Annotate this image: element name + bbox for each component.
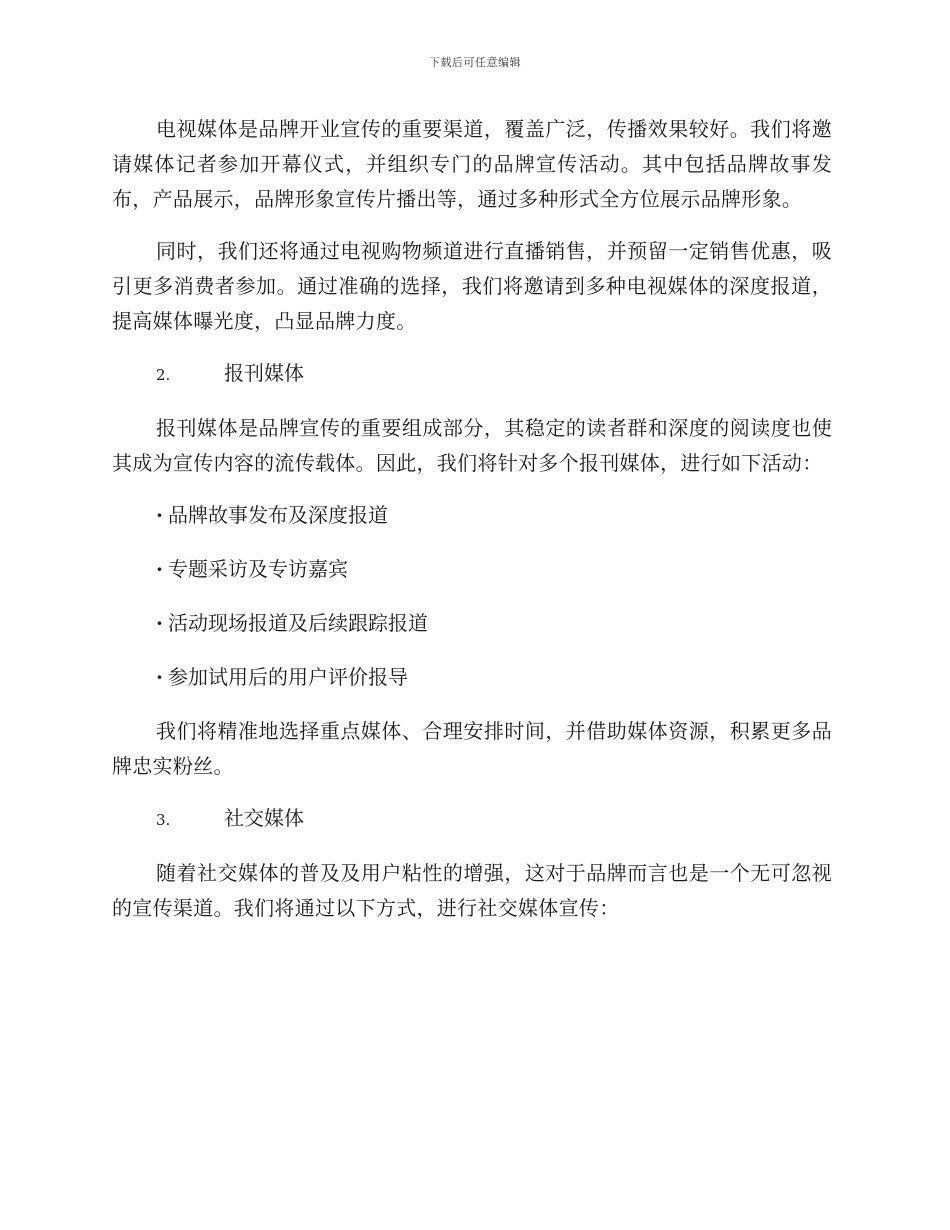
paragraph-print-media: 报刊媒体是品牌宣传的重要组成部分，其稳定的读者群和深度的阅读度也使其成为宣传内容的流传载体。因此，我们将针对多个报刊媒体，进行如下活动：: [112, 416, 832, 475]
bullet-icon: ·: [156, 503, 163, 527]
bullet-icon: ·: [156, 611, 163, 635]
list-item: [112, 498, 832, 533]
list-item-text: 活动现场报道及后续跟踪报道: [168, 611, 428, 635]
page-header: 下载后可任意编辑: [429, 56, 521, 69]
list-item-text: 品牌故事发布及深度报道: [168, 503, 388, 527]
section-heading-print-media: [112, 356, 832, 393]
document-body: [112, 112, 832, 943]
section-title: 报刊媒体: [224, 361, 304, 385]
list-item: [112, 552, 832, 587]
paragraph-social-media: 随着社交媒体的普及及用户粘性的增强，这对于品牌而言也是一个无可忽视的宣传渠道。我们将通过以下方式，进行社交媒体宣传：: [112, 861, 832, 920]
section-heading-social-media: [112, 801, 832, 838]
paragraph-print-summary: 我们将精准地选择重点媒体、合理安排时间，并借助媒体资源，积累更多品牌忠实粉丝。: [112, 719, 832, 778]
bullet-icon: ·: [156, 665, 163, 689]
bullet-icon: ·: [156, 557, 163, 581]
paragraph-tv-media: 电视媒体是品牌开业宣传的重要渠道，覆盖广泛，传播效果较好。我们将邀请媒体记者参加开幕仪式，并组织专门的品牌宣传活动。其中包括品牌故事发布，产品展示，品牌形象宣传片播出等，通过多种形式全方位展示品牌形象。: [112, 117, 832, 211]
section-title: 社交媒体: [224, 806, 304, 830]
paragraph-tv-shopping: 同时，我们还将通过电视购物频道进行直播销售，并预留一定销售优惠，吸引更多消费者参加。通过准确的选择，我们将邀请到多种电视媒体的深度报道，提高媒体曝光度，凸显品牌力度。: [112, 239, 832, 333]
list-item: [112, 660, 832, 695]
list-item-text: 专题采访及专访嘉宾: [168, 557, 348, 581]
list-item: [112, 606, 832, 641]
section-number: 3.: [156, 811, 171, 829]
section-number: 2.: [156, 366, 171, 384]
list-item-text: 参加试用后的用户评价报导: [168, 665, 408, 689]
